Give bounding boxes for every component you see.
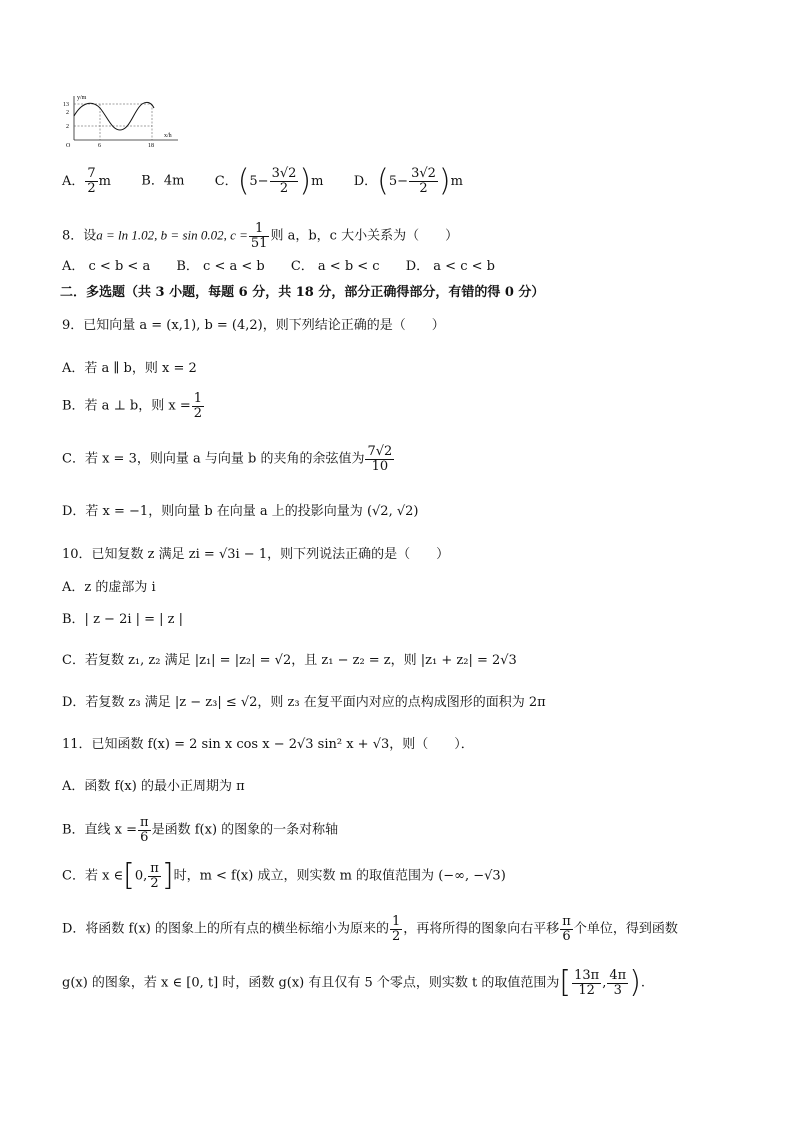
q7-option-b[interactable]: B．4m — [141, 173, 185, 189]
q8-option-a[interactable]: A． c < b < a — [62, 259, 151, 274]
sinusoid-figure — [60, 92, 180, 152]
q8-option-b[interactable]: B． c < a < b — [176, 259, 265, 274]
q8-option-c[interactable]: C． a < b < c — [290, 259, 380, 274]
q9-option-c[interactable]: C．若 x = 3，则向量 a 与向量 b 的夹角的余弦值为 $\frac{7√2}{10}$ — [62, 444, 393, 474]
q10-option-c[interactable]: C．若复数 z₁, z₂ 满足 |z₁| = |z₂| = √2，且 z₁ − z₂ = z，则 |z₁ + z₂| = 2√3 — [62, 653, 517, 668]
q7-option-c[interactable]: C．(5− $\frac{3√2}{2}$ )m — [214, 163, 324, 198]
q9-option-d[interactable]: D．若 x = −1，则向量 b 在向量 a 上的投影向量为 (√2, √2) — [62, 504, 419, 519]
q7-options — [62, 163, 463, 198]
q7-option-a[interactable]: A． $\frac{7}{2}$ m — [62, 165, 111, 196]
q8-options — [62, 260, 495, 273]
q8-stem: 8．设a = ln 1.02, b = sin 0.02, c = $\frac{1}{51}$ 则 a，b，c 大小关系为（ ） — [62, 221, 459, 251]
x-tick-18: 18 — [148, 143, 154, 149]
x-tick-6: 6 — [98, 143, 101, 149]
section-heading: 二．多选题（共 3 小题，每题 6 分，共 18 分，部分正确得部分，有错的得 0 分） — [60, 285, 545, 300]
q11-option-d-line1[interactable]: D．将函数 f(x) 的图象上的所有点的横坐标缩小为原来的 $\frac{1}{2}$ ，再将所得的图象向右平移 $\frac{\pi}{6}$ 个单位，得到函数 — [62, 914, 678, 944]
x-unit: x/h — [164, 133, 172, 139]
x-tick-origin: O — [66, 143, 71, 149]
q9-option-a[interactable]: A．若 a ∥ b，则 x = 2 — [62, 361, 197, 376]
q9-option-b[interactable]: B．若 a ⊥ b，则 x = $\frac{1}{2}$ — [62, 391, 203, 421]
q11-option-b[interactable]: B．直线 x = $\frac{\pi}{6}$ 是函数 f(x) 的图象的一条对称轴 — [62, 815, 339, 845]
q8-option-d[interactable]: D． a < c < b — [405, 259, 495, 274]
y-unit: y/m — [77, 95, 87, 101]
q7-option-d[interactable]: D．(5− $\frac{3√2}{2}$ )m — [353, 163, 463, 198]
y-tick-2a: 2 — [66, 110, 69, 116]
q11-option-a[interactable]: A．函数 f(x) 的最小正周期为 π — [62, 779, 245, 794]
y-tick-2b: 2 — [66, 124, 69, 130]
q9-stem: 9．已知向量 a = (x,1), b = (4,2)，则下列结论正确的是（ ） — [62, 318, 445, 333]
q10-option-d[interactable]: D．若复数 z₃ 满足 |z − z₃| ≤ √2，则 z₃ 在复平面内对应的点构成图形的面积为 2π — [62, 695, 546, 710]
q10-option-b[interactable]: B．| z − 2i | = | z | — [62, 612, 184, 627]
q10-stem: 10．已知复数 z 满足 zi = √3i − 1，则下列说法正确的是（ ） — [62, 547, 450, 562]
q11-stem: 11．已知函数 f(x) = 2 sin x cos x − 2√3 sin² x + √3，则（ ）． — [62, 737, 474, 752]
y-tick-13: 13 — [63, 102, 69, 108]
q11-option-c[interactable]: C．若 x ∈[0, $\frac{\pi}{2}$ ]时，m < f(x) 成立，则实数 m 的取值范围为 (−∞, −√3) — [62, 858, 506, 893]
q10-option-a[interactable]: A．z 的虚部为 i — [62, 580, 156, 595]
q11-option-d-line2: g(x) 的图象，若 x ∈ [0, t] 时，函数 g(x) 有且仅有 5 个零点，则实数 t 的取值范围为[ $\frac{13\pi}{12}$ , $\frac{4\pi}{3}$ ). — [62, 965, 646, 1000]
